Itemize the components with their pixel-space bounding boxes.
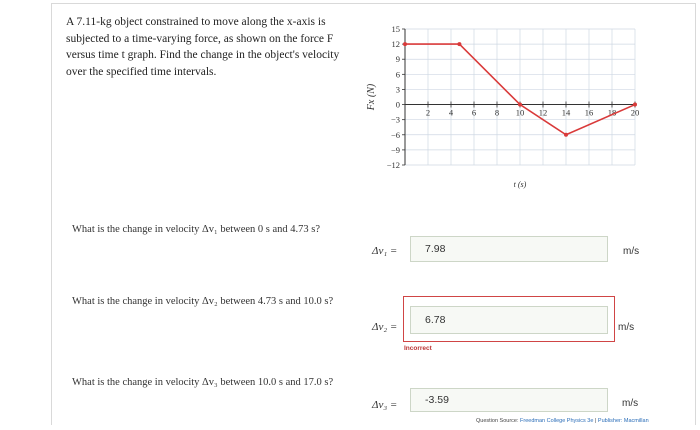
data-point <box>633 103 637 107</box>
x-tick-label: 16 <box>584 107 594 118</box>
y-tick-label: 3 <box>395 84 400 95</box>
dv1-unit: m/s <box>623 246 640 257</box>
incorrect-status: Incorrect <box>404 345 432 352</box>
y-tick-label: 9 <box>395 54 400 65</box>
question-2-text: What is the change in velocity Δv₂ between 4.73 s and 10.0 s? <box>72 296 334 307</box>
x-tick-label: 20 <box>630 107 640 118</box>
y-tick-labels <box>387 24 400 170</box>
source-prefix: Question Source: <box>476 418 521 424</box>
question-3-text: What is the change in velocity Δv₃ between 10.0 s and 17.0 s? <box>72 377 334 388</box>
chart-grid <box>405 29 635 165</box>
y-tick-label: −9 <box>390 144 400 155</box>
problem-line: A 7.11-kg object constrained to move along the x-axis is <box>66 16 326 28</box>
data-point <box>457 42 461 46</box>
y-tick-label: 12 <box>391 39 400 50</box>
y-tick-label: 0 <box>395 99 400 110</box>
problem-statement <box>66 14 356 80</box>
problem-line: subjected to a time-varying force, as shown on the force F <box>66 32 334 45</box>
x-tick-label: 4 <box>448 107 454 118</box>
y-tick-label: −12 <box>386 160 400 170</box>
dv1-label: Δv₁ = <box>372 245 398 257</box>
dv2-unit: m/s <box>618 322 635 333</box>
y-tick-label: −3 <box>390 114 400 125</box>
data-point <box>564 133 568 137</box>
source-link[interactable]: Freedman College Physics 3e <box>520 418 594 424</box>
y-tick-label: 15 <box>391 24 400 34</box>
dv3-unit: m/s <box>622 398 639 409</box>
x-tick-label: 10 <box>515 107 525 118</box>
y-axis-label: Fx (N) <box>366 83 377 111</box>
problem-line: over the specified time intervals. <box>66 65 217 78</box>
x-tick-label: 2 <box>425 107 431 118</box>
data-point <box>518 103 522 107</box>
y-tick-label: −6 <box>390 129 400 140</box>
x-tick-label: 18 <box>607 107 617 118</box>
source-separator: | <box>593 418 598 424</box>
dv2-input[interactable]: 6.78 <box>410 306 608 334</box>
dv1-input[interactable]: 7.98 <box>410 236 608 262</box>
dv3-input[interactable]: -3.59 <box>410 388 608 412</box>
data-point <box>403 42 407 46</box>
chart-axes <box>402 29 635 165</box>
x-tick-label: 14 <box>561 107 571 118</box>
x-tick-label: 6 <box>471 107 477 118</box>
dv2-label: Δv₂ = <box>372 321 398 333</box>
y-tick-label: 6 <box>395 69 400 80</box>
x-tick-label: 8 <box>494 107 500 118</box>
publisher-link[interactable]: Publisher: Macmillan <box>597 418 649 424</box>
x-axis-label: t (s) <box>513 180 527 189</box>
question-1-text: What is the change in velocity Δv₁ between 0 s and 4.73 s? <box>72 224 321 235</box>
dv3-label: Δv₃ = <box>372 399 398 411</box>
force-time-chart <box>360 15 660 195</box>
x-tick-label: 12 <box>538 107 548 118</box>
question-source <box>476 418 649 424</box>
problem-line: versus time t graph. Find the change in the object's velocity <box>66 49 340 61</box>
